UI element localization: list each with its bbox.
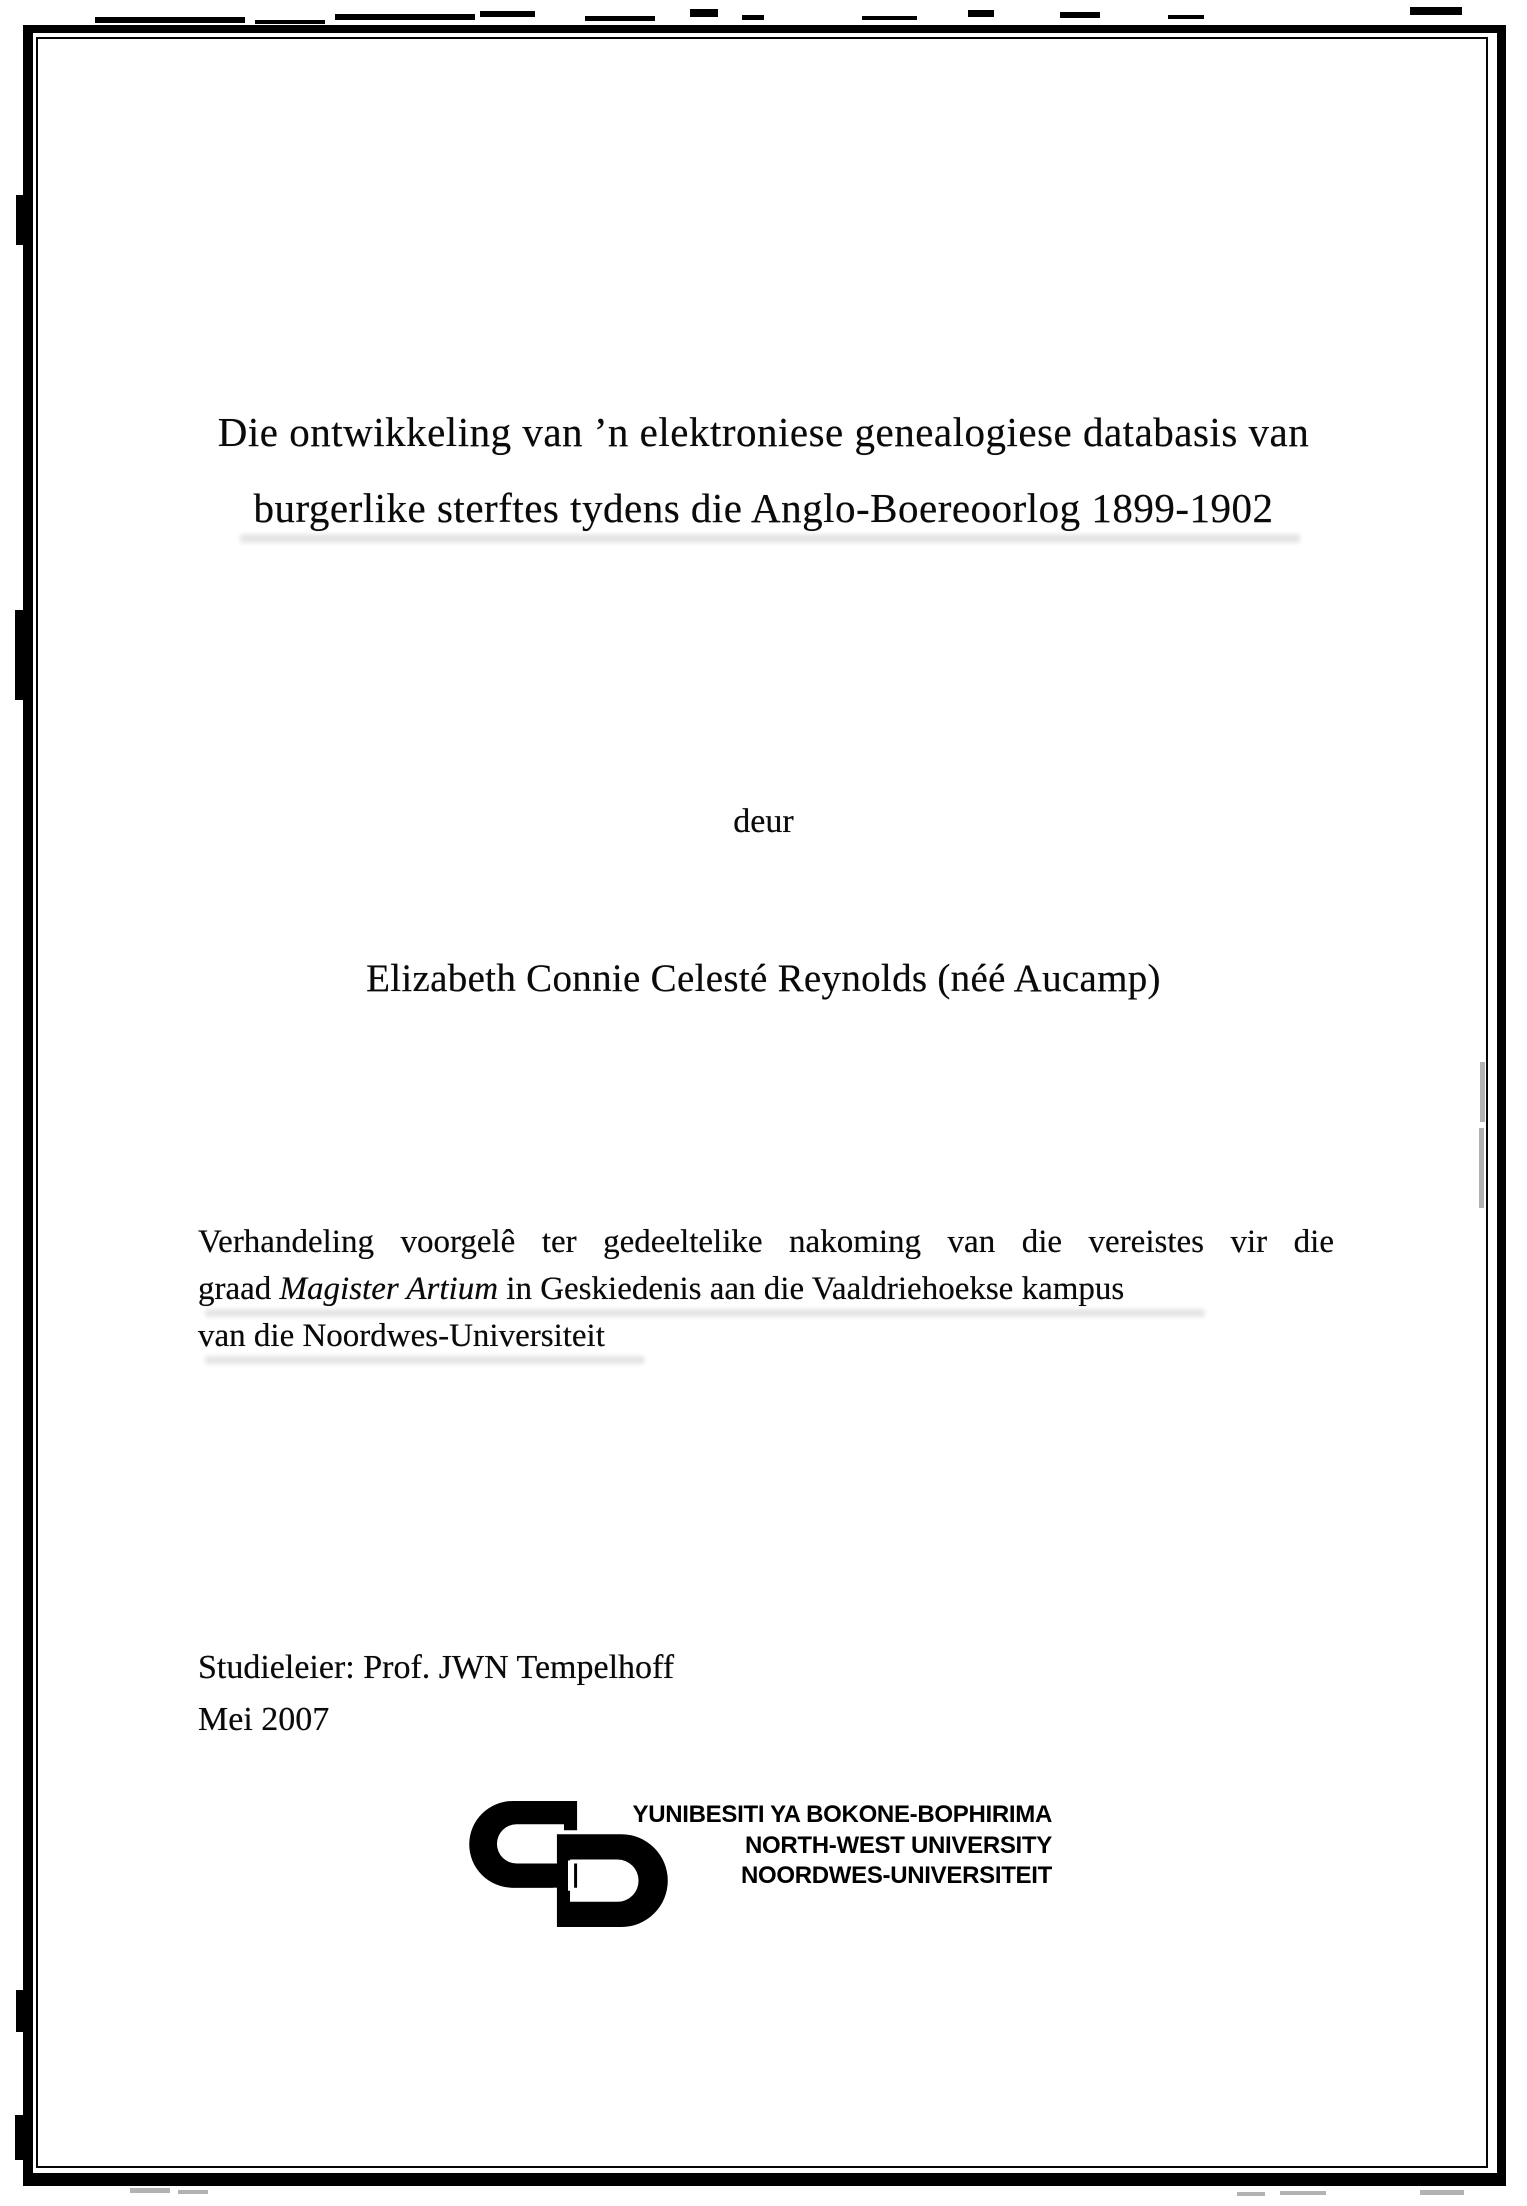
scan-artifact (480, 11, 535, 17)
logo-line-english: NORTH-WEST UNIVERSITY (744, 1831, 1052, 1859)
logo-line-setswana: YUNIBESITI YA BOKONE-BOPHIRIMA (632, 1801, 1052, 1828)
scan-artifact (95, 17, 245, 23)
scan-artifact (1410, 7, 1462, 15)
scan-artifact (1237, 2192, 1265, 2196)
statement-line2 (198, 1266, 1334, 1313)
scan-artifact (1060, 12, 1100, 18)
logo-line-afrikaans: NOORDWES-UNIVERSITEIT (740, 1862, 1052, 1889)
scan-artifact (968, 10, 994, 17)
degree-name: Magister Artium (279, 1271, 499, 1307)
statement-line1: Verhandeling voorgelê ter gedeeltelike nakoming van die vereistes vir die (198, 1224, 1334, 1260)
nwu-logo-wordmark (560, 1800, 1052, 1892)
scan-artifact (255, 20, 325, 24)
thesis-title-line1: Die ontwikkeling van ’n elektroniese genealogiese databasis van (217, 409, 1310, 455)
scan-artifact (1480, 1062, 1485, 1122)
scan-artifact (742, 15, 764, 20)
scan-artifact (1280, 2191, 1326, 2195)
statement-line2-prefix: graad (198, 1271, 280, 1307)
scan-artifact (15, 2115, 24, 2160)
scan-artifact (862, 16, 917, 20)
scan-artifact (16, 195, 24, 245)
scan-artifact (16, 1990, 24, 2032)
statement-line2-suffix: in Geskiedenis aan die Vaaldriehoekse kampus (498, 1271, 1125, 1307)
supervisor-line: Studieleier: Prof. JWN Tempelhoff (198, 1649, 675, 1686)
scan-artifact (335, 14, 475, 20)
date-line: Mei 2007 (198, 1701, 330, 1738)
scan-artifact (178, 2190, 208, 2194)
statement-line3: van die Noordwes-Universiteit (198, 1318, 605, 1354)
scan-artifact (1168, 15, 1204, 19)
scan-artifact (690, 9, 718, 17)
scan-artifact (1479, 1128, 1484, 1208)
thesis-title (70, 394, 1457, 546)
scan-artifact (15, 610, 24, 700)
scan-artifact (585, 16, 655, 21)
scan-artifact (1420, 2190, 1464, 2195)
thesis-title-line2: burgerlike sterftes tydens die Anglo-Boereoorlog 1899-1902 (253, 485, 1274, 531)
scan-artifact (130, 2188, 170, 2193)
submission-statement (198, 1219, 1334, 1360)
byline: deur (733, 803, 794, 840)
supervisor-block (198, 1642, 674, 1746)
author-name: Elizabeth Connie Celesté Reynolds (néé Aucamp) (366, 957, 1161, 1000)
